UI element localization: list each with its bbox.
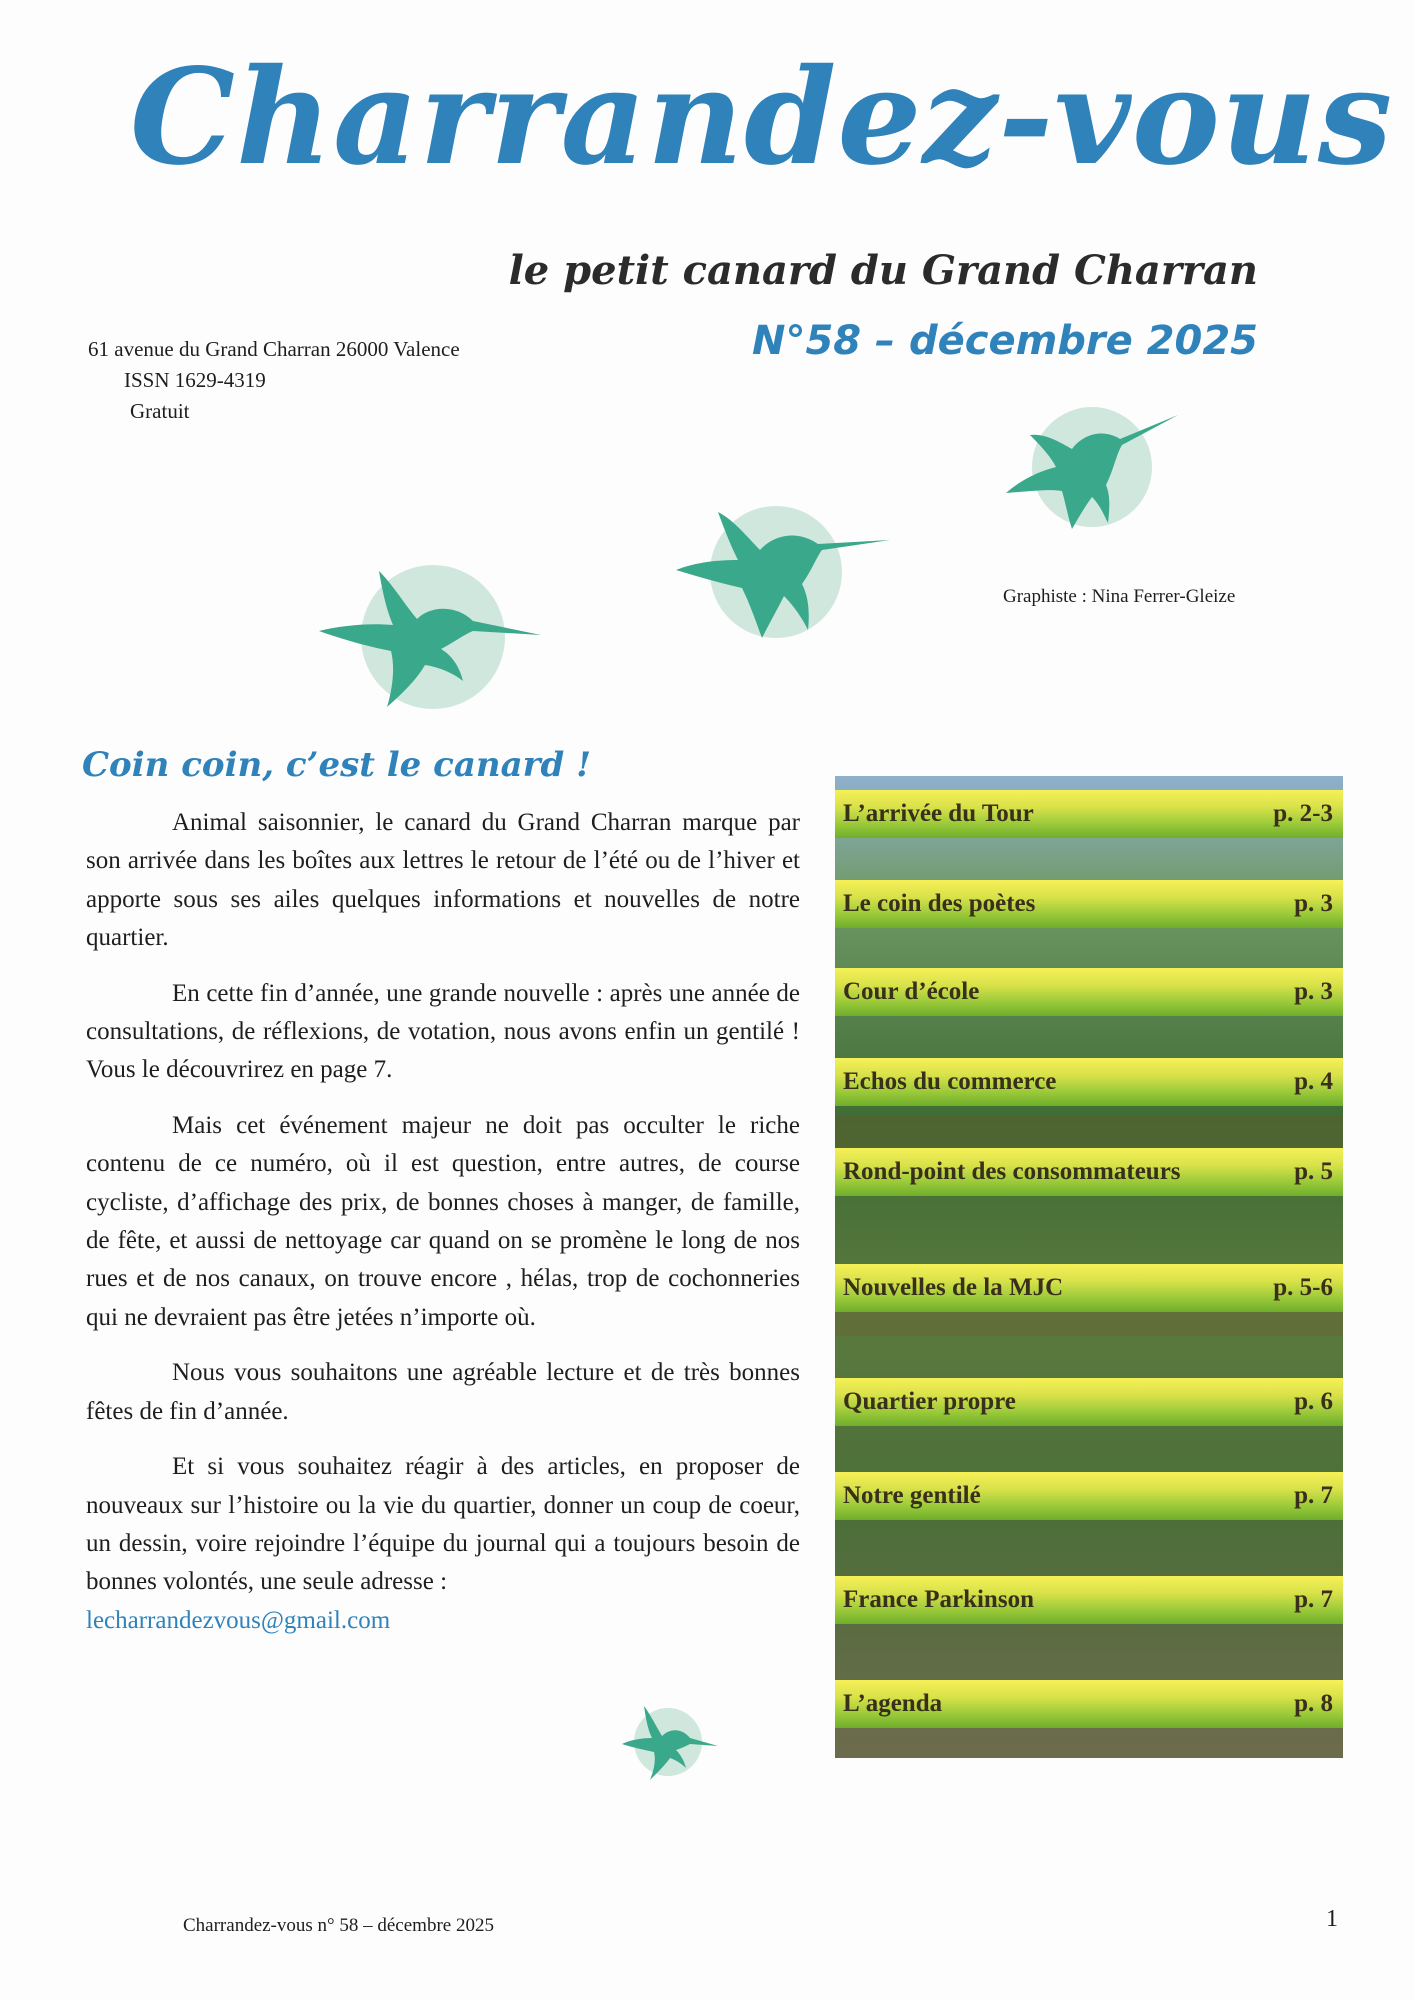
page-number: 1 <box>1326 1906 1338 1932</box>
issue-number: N°58 – décembre 2025 <box>751 318 1258 364</box>
toc-item[interactable] <box>835 1680 1343 1728</box>
publisher-issn: ISSN 1629-4319 <box>124 368 266 392</box>
page-footer: Charrandez-vous n° 58 – décembre 2025 <box>183 1915 494 1936</box>
editorial-paragraph: Nous vous souhaitons une agréable lecture et de très bonnes fêtes de fin d’année. <box>86 1359 800 1425</box>
toc-item-page: p. 7 <box>1294 1482 1333 1509</box>
toc-item-page: p. 6 <box>1294 1388 1333 1415</box>
toc-item-title: Le coin des poètes <box>843 890 1036 917</box>
toc-item[interactable] <box>835 790 1343 838</box>
toc-item[interactable] <box>835 880 1343 928</box>
toc-item-title: France Parkinson <box>843 1586 1034 1613</box>
toc-item-page: p. 4 <box>1294 1068 1333 1095</box>
toc-item-page: p. 3 <box>1294 978 1333 1005</box>
toc-item[interactable] <box>835 968 1343 1016</box>
toc-item[interactable] <box>835 1472 1343 1520</box>
toc-item-title: L’agenda <box>843 1690 943 1717</box>
toc-item-title: Quartier propre <box>843 1388 1016 1415</box>
graphic-designer-credit: Graphiste : Nina Ferrer-Gleize <box>1003 586 1236 607</box>
editorial-heading: Coin coin, c’est le canard ! <box>82 745 592 785</box>
contact-email-link[interactable]: lecharrandezvous@gmail.com <box>86 1606 391 1634</box>
duck-logo-icon <box>1000 405 1180 535</box>
editorial-paragraph: Animal saisonnier, le canard du Grand Charran marque par son arrivée dans les boîtes aux lettres le retour de l’été ou de l’hiver et apporte sous ses ailes quelques informations et nouvelles de notre quartier. <box>86 809 800 952</box>
toc-item-page: p. 5 <box>1294 1158 1333 1185</box>
toc-item[interactable] <box>835 1264 1343 1312</box>
toc-item-page: p. 8 <box>1294 1690 1333 1717</box>
toc-item[interactable] <box>835 1148 1343 1196</box>
toc-item-title: Nouvelles de la MJC <box>843 1274 1064 1301</box>
duck-logo-icon <box>313 555 543 715</box>
editorial-paragraph: Mais cet événement majeur ne doit pas occulter le riche contenu de ce numéro, où il est question, entre autres, de course cycliste, d’affichage des prix, de bonnes choses à manger, de famille, de fête, et aussi de nettoyage car quand on se promène le long de nos rues et de nos canaux, on trouve encore , hélas, trop de cochonneries qui ne devraient pas être jetées n’importe où. <box>86 1111 800 1331</box>
publisher-price: Gratuit <box>130 399 190 423</box>
toc-item[interactable] <box>835 1378 1343 1426</box>
table-of-contents <box>835 776 1343 1758</box>
publisher-address: 61 avenue du Grand Charran 26000 Valence <box>88 337 460 361</box>
toc-item[interactable] <box>835 1576 1343 1624</box>
toc-item-page: p. 2-3 <box>1273 800 1333 827</box>
duck-logo-icon <box>620 1700 720 1782</box>
masthead-tagline: le petit canard du Grand Charran <box>508 247 1258 294</box>
publisher-info <box>88 334 460 427</box>
masthead-title: Charrandez-vous <box>130 40 1394 195</box>
duck-logo-icon <box>672 500 892 650</box>
editorial-paragraph: Et si vous souhaitez réagir à des articles, en proposer de nouveaux sur l’histoire ou la vie du quartier, donner un coup de coeur, un dessin, voire rejoindre l’équipe du journal qui a toujours besoin de bonnes volontés, une seule adresse : <box>86 1453 800 1596</box>
toc-item-page: p. 7 <box>1294 1586 1333 1613</box>
toc-item-title: L’arrivée du Tour <box>843 800 1034 827</box>
toc-item-page: p. 3 <box>1294 890 1333 917</box>
toc-item-page: p. 5-6 <box>1273 1274 1333 1301</box>
toc-item-title: Cour d’école <box>843 978 980 1005</box>
toc-item-title: Rond-point des consommateurs <box>843 1158 1181 1185</box>
toc-item[interactable] <box>835 1058 1343 1106</box>
toc-item-title: Echos du commerce <box>843 1068 1057 1095</box>
editorial-body <box>86 804 800 1640</box>
toc-item-title: Notre gentilé <box>843 1482 981 1509</box>
editorial-paragraph: En cette fin d’année, une grande nouvelle : après une année de consultations, de réflexions, de votation, nous avons enfin un gentilé ! Vous le découvrirez en page 7. <box>86 979 800 1084</box>
